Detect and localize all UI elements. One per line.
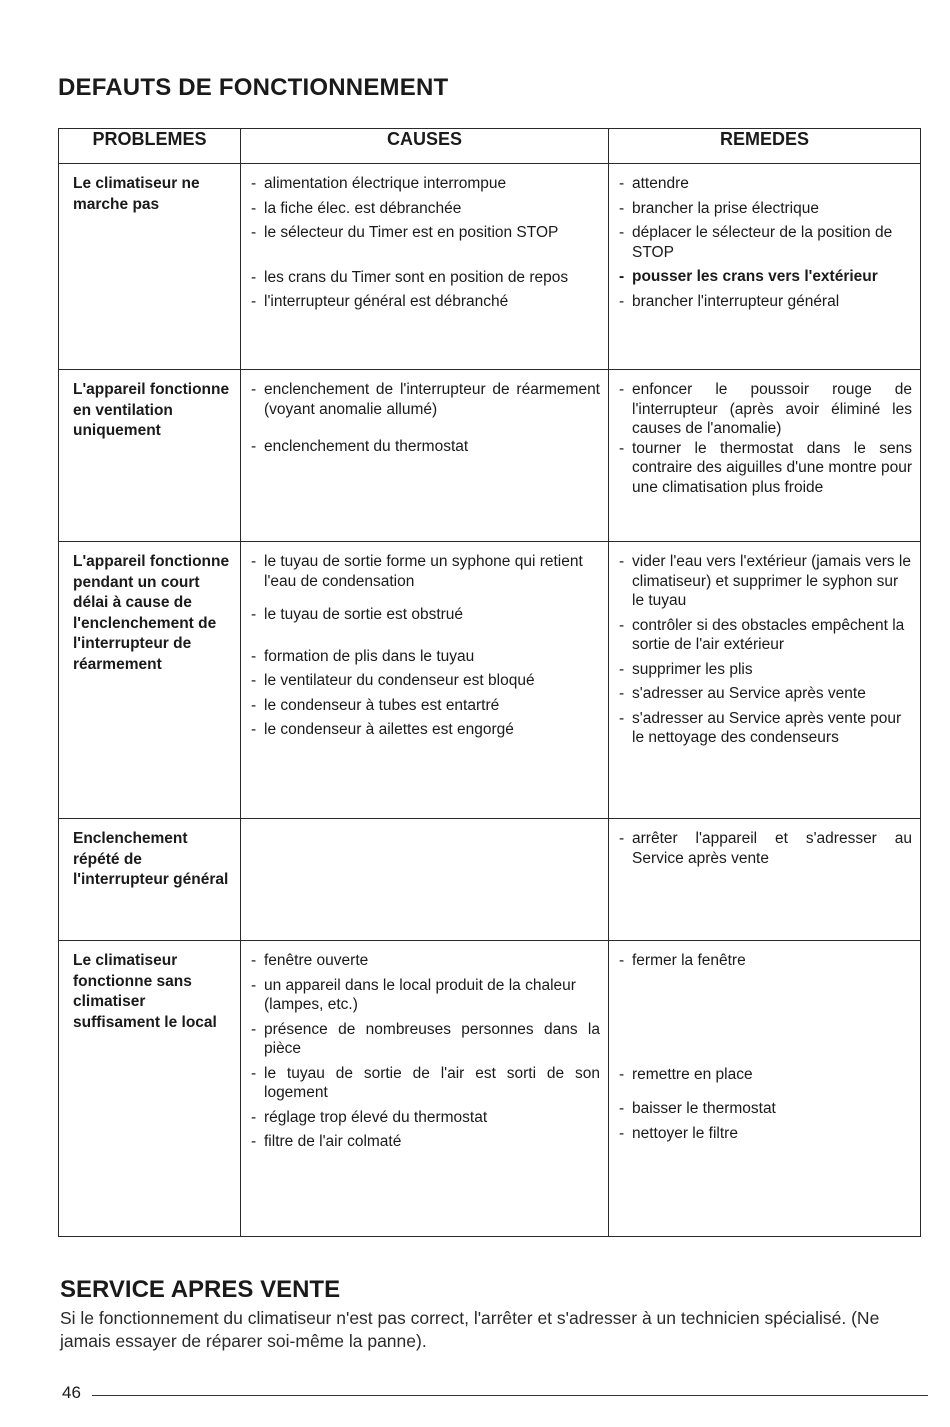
remedy-item: - baisser le thermostat — [619, 1099, 912, 1119]
page-number: 46 — [62, 1383, 81, 1402]
cause-item: - le tuyau de sortie forme un syphone qui retient l'eau de condensation — [251, 552, 600, 591]
footer-rule — [92, 1395, 928, 1396]
causes-list — [251, 951, 600, 1152]
causes-list — [251, 552, 600, 740]
cause-item: - le condenseur à tubes est entartré — [251, 696, 600, 716]
table-row — [59, 819, 921, 941]
cause-item: - le sélecteur du Timer est en position STOP — [251, 223, 600, 243]
remedy-item: - vider l'eau vers l'extérieur (jamais vers le climatiseur) et supprimer le syphon sur le tuyau — [619, 552, 912, 611]
remedy-item: - brancher l'interrupteur général — [619, 292, 912, 312]
problem-cell — [59, 819, 241, 941]
remedy-item: - arrêter l'appareil et s'adresser au Service après vente — [619, 829, 912, 868]
problem-label: Le climatiseur ne marche pas — [73, 175, 200, 213]
remedy-item: - attendre — [619, 174, 912, 194]
header-causes: CAUSES — [241, 129, 609, 164]
cause-item: - enclenchement du thermostat — [251, 437, 600, 457]
problem-cell — [59, 542, 241, 819]
remedy-item: - fermer la fenêtre — [619, 951, 912, 971]
causes-list — [251, 380, 600, 457]
causes-cell — [241, 819, 609, 941]
cause-item: - enclenchement de l'interrupteur de réarmement (voyant anomalie allumé) — [251, 380, 600, 419]
problem-label: Le climatiseur fonctionne sans climatiser suffisament le local — [73, 952, 217, 1031]
causes-cell — [241, 941, 609, 1237]
remedy-item: - nettoyer le filtre — [619, 1124, 912, 1144]
cause-item: - alimentation électrique interrompue — [251, 174, 600, 194]
table-header-row — [59, 129, 921, 164]
cause-item: - fenêtre ouverte — [251, 951, 600, 971]
remedies-list — [619, 174, 912, 311]
cause-item: - le ventilateur du condenseur est bloqué — [251, 671, 600, 691]
remedy-item: - contrôler si des obstacles empêchent la sortie de l'air extérieur — [619, 616, 912, 655]
header-remedies: REMEDES — [609, 129, 921, 164]
causes-cell — [241, 542, 609, 819]
remedies-list — [619, 380, 912, 497]
table-row — [59, 542, 921, 819]
troubleshooting-table — [58, 128, 921, 1237]
remedy-item: - enfoncer le poussoir rouge de l'interrupteur (après avoir éliminé les causes de l'anomalie) — [619, 380, 912, 439]
cause-item: - l'interrupteur général est débranché — [251, 292, 600, 312]
service-section-text: Si le fonctionnement du climatiseur n'est pas correct, l'arrêter et s'adresser à un technicien spécialisé. (Ne jamais essayer de réparer soi-même la panne). — [60, 1308, 880, 1351]
remedies-list — [619, 829, 912, 868]
remedies-cell — [609, 542, 921, 819]
cause-item: - le condenseur à ailettes est engorgé — [251, 720, 600, 740]
problem-label: L'appareil fonctionne en ventilation uniquement — [73, 381, 230, 439]
remedy-item: - déplacer le sélecteur de la position de STOP — [619, 223, 912, 262]
problem-label: Enclenchement répété de l'interrupteur général — [73, 830, 229, 888]
remedies-list — [619, 951, 912, 1143]
remedy-item: - tourner le thermostat dans le sens contraire des aiguilles d'une montre pour une climatisation plus froide — [619, 439, 912, 498]
cause-item: - les crans du Timer sont en position de repos — [251, 268, 600, 288]
problem-cell — [59, 370, 241, 542]
table-row — [59, 164, 921, 370]
cause-item: - réglage trop élevé du thermostat — [251, 1108, 600, 1128]
cause-item: - un appareil dans le local produit de la chaleur (lampes, etc.) — [251, 976, 600, 1015]
remedies-list — [619, 552, 912, 748]
causes-cell — [241, 370, 609, 542]
causes-cell — [241, 164, 609, 370]
table-row — [59, 941, 921, 1237]
remedy-item: - supprimer les plis — [619, 660, 912, 680]
problem-cell — [59, 164, 241, 370]
cause-item: - le tuyau de sortie de l'air est sorti de son logement — [251, 1064, 600, 1103]
remedy-item: - s'adresser au Service après vente pour le nettoyage des condenseurs — [619, 709, 912, 748]
remedies-cell — [609, 164, 921, 370]
header-problems: PROBLEMES — [59, 129, 241, 164]
cause-item: - le tuyau de sortie est obstrué — [251, 605, 600, 625]
remedy-item: - remettre en place — [619, 1065, 912, 1085]
remedy-item: - s'adresser au Service après vente — [619, 684, 912, 704]
problem-label: L'appareil fonctionne pendant un court délai à cause de l'enclenchement de l'interrupteur de réarmement — [73, 553, 230, 673]
cause-item: - la fiche élec. est débranchée — [251, 199, 600, 219]
remedies-cell — [609, 819, 921, 941]
remedies-cell — [609, 941, 921, 1237]
problem-cell — [59, 941, 241, 1237]
service-section-title: SERVICE APRES VENTE — [60, 1276, 341, 1303]
remedies-cell — [609, 370, 921, 542]
cause-item: - présence de nombreuses personnes dans la pièce — [251, 1020, 600, 1059]
cause-item: - formation de plis dans le tuyau — [251, 647, 600, 667]
table-row — [59, 370, 921, 542]
remedy-item: - brancher la prise électrique — [619, 199, 912, 219]
remedy-item: - pousser les crans vers l'extérieur — [619, 267, 912, 287]
page-title: DEFAUTS DE FONCTIONNEMENT — [58, 74, 449, 101]
causes-list — [251, 174, 600, 312]
cause-item: - filtre de l'air colmaté — [251, 1132, 600, 1152]
